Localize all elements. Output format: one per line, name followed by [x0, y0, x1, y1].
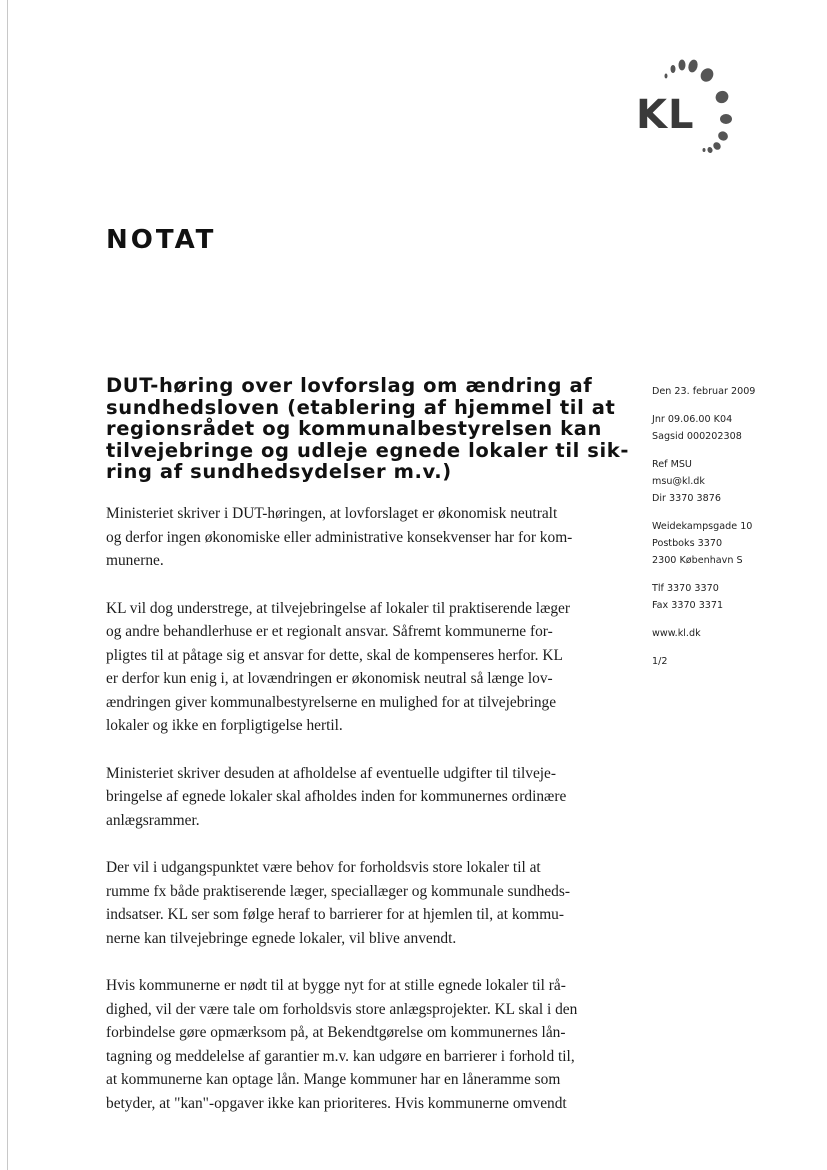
text-line: rumme fx både praktiserende læger, speciallæger og kommunale sundheds- [106, 882, 570, 900]
meta-web: www.kl.dk [652, 628, 701, 639]
document-metadata-sidebar [652, 383, 812, 670]
text-line: pligtes til at påtage sig et ansvar for dette, skal de kompenseres herfor. KL [106, 646, 563, 664]
text-line: forbindelse gøre opmærksom på, at Bekendtgørelse om kommunernes lån- [106, 1024, 566, 1041]
meta-jnr: Jnr 09.06.00 K04 [652, 414, 733, 425]
text-line: munerne. [106, 552, 164, 569]
paragraph [106, 502, 626, 573]
text-line: ændringen giver kommunalbestyrelserne en mulighed for at tilvejebringe [106, 693, 557, 711]
text-line: og derfor ingen økonomiske eller administrative konsekvenser har for kom- [106, 528, 573, 546]
text-line: lokaler og ikke en forpligtigelse hertil. [106, 717, 343, 734]
paragraph [106, 974, 626, 1115]
document-type-heading: NOTAT [106, 225, 217, 255]
document-body [106, 502, 626, 1139]
kl-logo-text: KL [636, 92, 695, 138]
text-line: at kommunerne kan optage lån. Mange kommuner har en låneramme som [106, 1071, 561, 1088]
meta-date: Den 23. februar 2009 [652, 386, 756, 397]
document-title [106, 374, 630, 483]
meta-street: Weidekampsgade 10 [652, 521, 753, 532]
title-line: DUT-høring over lovforslag om ændring af [106, 374, 593, 397]
text-line: KL vil dog understrege, at tilvejebringelse af lokaler til praktiserende læger [106, 599, 570, 617]
title-line: ring af sundhedsydelser m.v.) [106, 460, 452, 483]
meta-city: 2300 København S [652, 555, 743, 566]
text-line: Der vil i udgangspunktet være behov for forholdsvis store lokaler til at [106, 859, 541, 876]
text-line: Hvis kommunerne er nødt til at bygge nyt for at stille egnede lokaler til rå- [106, 977, 566, 994]
title-line: tilvejebringe og udleje egnede lokaler til sik- [106, 438, 630, 462]
meta-page-number: 1/2 [652, 656, 668, 667]
text-line: betyder, at "kan"-opgaver ikke kan prioriteres. Hvis kommunerne omvendt [106, 1094, 567, 1112]
text-line: anlægsrammer. [106, 811, 200, 829]
text-line: Ministeriet skriver i DUT-høringen, at lovforslaget er økonomisk neutralt [106, 505, 558, 522]
meta-fax: Fax 3370 3371 [652, 600, 724, 611]
text-line: og andre behandlerhuse er et regionalt ansvar. Såfremt kommunerne for- [106, 623, 553, 640]
page-edge-line [7, 0, 8, 1170]
meta-sagsid: Sagsid 000202308 [652, 431, 742, 442]
kl-logo [636, 54, 746, 164]
paragraph [106, 762, 626, 833]
text-line: dighed, vil der være tale om forholdsvis store anlægsprojekter. KL skal i den [106, 1000, 578, 1018]
meta-postbox: Postboks 3370 [652, 538, 723, 549]
title-line: regionsrådet og kommunalbestyrelsen kan [106, 417, 602, 440]
text-line: indsatser. KL ser som følge heraf to barrierer for at hjemlen til, at kommu- [106, 906, 565, 923]
meta-dir: Dir 3370 3876 [652, 493, 721, 504]
text-line: Ministeriet skriver desuden at afholdelse af eventuelle udgifter til tilveje- [106, 764, 557, 782]
paragraph [106, 597, 626, 738]
text-line: nerne kan tilvejebringe egnede lokaler, vil blive anvendt. [106, 929, 457, 947]
meta-tlf: Tlf 3370 3370 [652, 583, 719, 594]
text-line: er derfor kun enig i, at lovændringen er økonomisk neutral så længe lov- [106, 670, 553, 687]
meta-email: msu@kl.dk [652, 476, 705, 487]
text-line: tagning og meddelelse af garantier m.v. kan udgøre en barrierer i forhold til, [106, 1047, 575, 1065]
text-line: bringelse af egnede lokaler skal afholdes inden for kommunernes ordinære [106, 788, 567, 805]
paragraph [106, 856, 626, 950]
meta-ref: Ref MSU [652, 459, 692, 470]
title-line: sundhedsloven (etablering af hjemmel til at [106, 395, 616, 419]
